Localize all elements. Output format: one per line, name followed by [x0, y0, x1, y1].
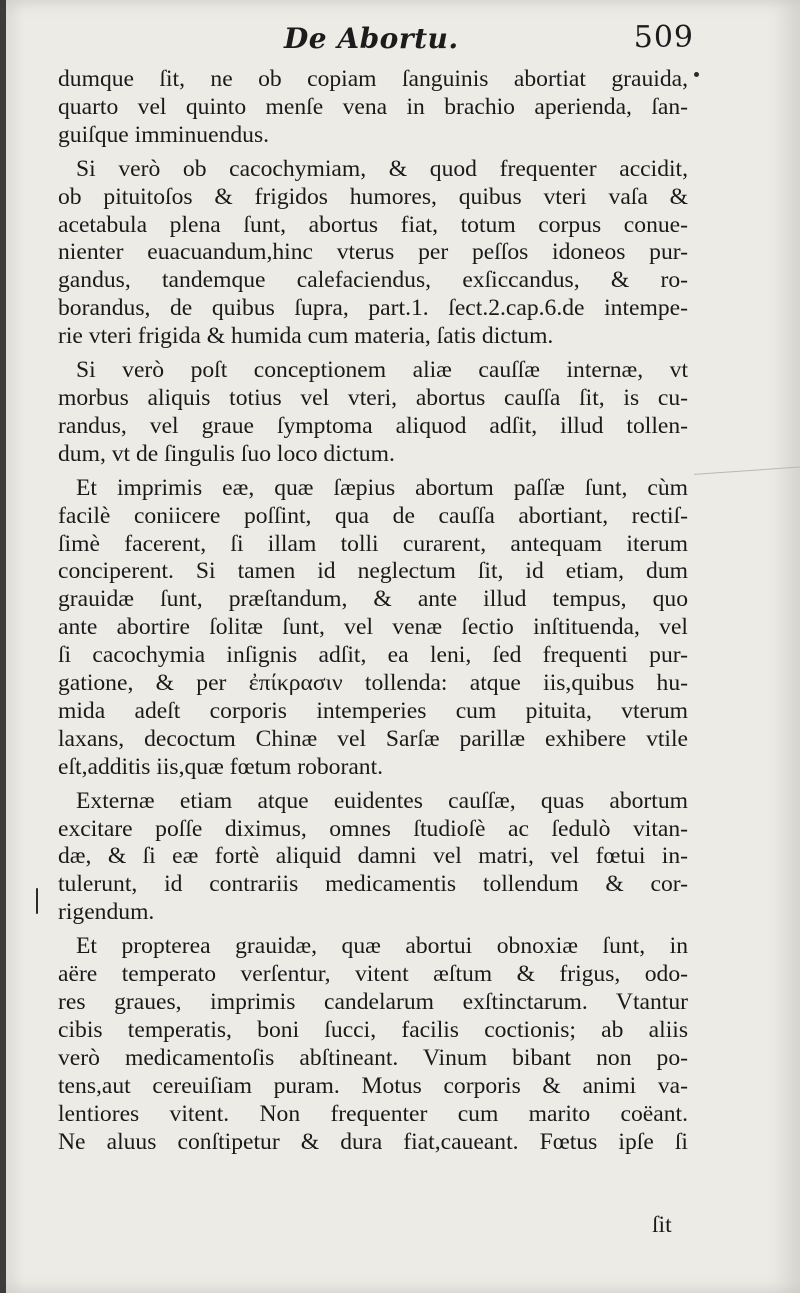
text-line: Et propterea grauidæ, quæ abortui obnoxiæ ſunt, in	[76, 933, 688, 960]
text-line: cibis temperatis, boni ſucci, facilis coctionis; ab aliis	[58, 1016, 688, 1043]
text-line: facilè coniicere poſſint, qua de cauſſa abortiant, rectiſ-	[58, 502, 688, 529]
text-line: eſt,additis iis,quæ fœtum roborant.	[58, 753, 384, 780]
text-line: mida adeſt corporis intemperies cum pituita, vterum	[58, 697, 688, 724]
catchword: ſit	[652, 1212, 672, 1238]
text-line: nienter euacuandum,hinc vterus per peſſos idoneos pur-	[58, 239, 688, 266]
page-header	[54, 18, 694, 64]
book-page	[6, 0, 800, 1293]
text-line: ob pituitoſos & frigidos humores, quibus vteri vaſa &	[58, 183, 688, 210]
text-line: grauidæ ſunt, præſtandum, & ante illud tempus, quo	[58, 586, 688, 613]
text-line: gandus, tandemque calefaciendus, exſiccandus, & ro-	[58, 267, 688, 294]
paragraph	[58, 475, 688, 782]
text-line: Ne aluus conſtipetur & dura fiat,caueant. Fœtus ipſe ſi	[58, 1128, 688, 1155]
text-line: tens,aut cereuiſiam puram. Motus corporis & animi va-	[58, 1072, 688, 1099]
text-line: morbus aliquis totius vel vteri, abortus cauſſa ſit, is cu-	[58, 384, 688, 411]
text-line: aëre temperato verſentur, vitent æſtum & frigus, odo-	[58, 961, 688, 988]
text-line: ſimè facerent, ſi illam tolli curarent, antequam iterum	[58, 530, 688, 557]
text-line: rie vteri frigida & humida cum materia, ſatis dictum.	[58, 323, 554, 350]
text-line: dumque ſit, ne ob copiam ſanguinis abortiat grauida,	[58, 66, 688, 92]
paragraph	[58, 933, 688, 1156]
text-line: conciperent. Si tamen id neglectum ſit, id etiam, dum	[58, 558, 688, 585]
text-line: laxans, decoctum Chinæ vel Sarſæ parillæ exhibere vtile	[58, 725, 688, 752]
running-title: De Abortu.	[284, 22, 459, 55]
text-line: tulerunt, id contrariis medicamentis tollendum & cor-	[58, 871, 688, 898]
ink-speck	[36, 888, 38, 914]
text-line: Externæ etiam atque euidentes cauſſæ, quas abortum	[76, 787, 688, 814]
text-line: ſi cacochymia inſignis adſit, ea leni, ſed frequenti pur-	[58, 642, 688, 669]
text-line: Si verò poſt conceptionem aliæ cauſſæ internæ, vt	[76, 357, 688, 384]
text-line: excitare poſſe diximus, omnes ſtudioſè ac ſedulò vitan-	[58, 815, 688, 842]
paragraph	[58, 66, 688, 150]
text-line: quarto vel quinto menſe vena in brachio aperienda, ſan-	[58, 93, 688, 120]
paper-fold-crease	[694, 466, 800, 535]
text-line: randus, vel graue ſymptoma aliquod adſit, illud tollen-	[58, 412, 688, 439]
paragraph	[58, 788, 688, 928]
page-number: 509	[633, 20, 694, 55]
text-line: dæ, & ſi eæ fortè aliquid damni vel matri, vel fœtui in-	[58, 843, 688, 870]
text-line: borandus, de quibus ſupra, part.1. ſect.2.cap.6.de intempe-	[58, 295, 688, 322]
text-line: Et imprimis eæ, quæ ſæpius abortum paſſæ ſunt, cùm	[76, 474, 688, 501]
text-line: lentiores vitent. Non frequenter cum marito coëant.	[58, 1100, 688, 1127]
text-line: Si verò ob cacochymiam, & quod frequenter accidit,	[76, 155, 688, 182]
paragraph	[58, 357, 688, 469]
text-line: guiſque imminuendus.	[58, 121, 270, 148]
paragraph	[58, 156, 688, 351]
text-line: res graues, imprimis candelarum exſtinctarum. Vtantur	[58, 989, 688, 1015]
text-line: rigendum.	[58, 899, 155, 926]
text-line: dum, vt de ſingulis ſuo loco dictum.	[58, 440, 395, 467]
ink-speck	[694, 72, 699, 77]
text-line: ante abortire ſolitæ ſunt, vel venæ ſectio inſtituenda, vel	[58, 614, 688, 641]
body-text	[58, 66, 688, 1162]
text-line: verò medicamentoſis abſtineant. Vinum bibant non po-	[58, 1044, 688, 1071]
text-line: gatione, & per ἐπίκρασιν tollenda: atque iis,quibus hu-	[58, 670, 688, 697]
text-line: acetabula plena ſunt, abortus fiat, totum corpus conue-	[58, 211, 688, 238]
